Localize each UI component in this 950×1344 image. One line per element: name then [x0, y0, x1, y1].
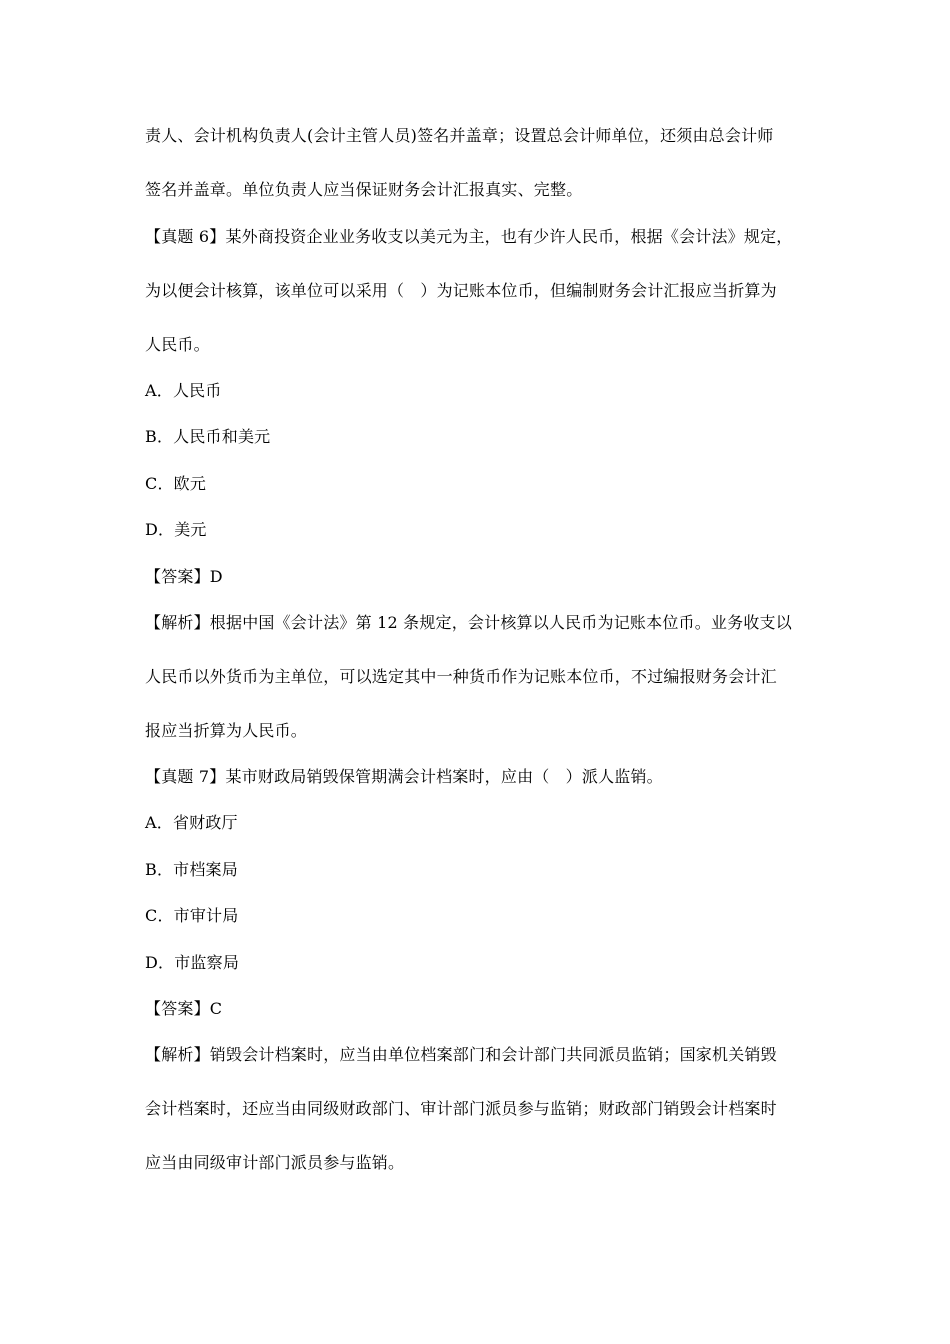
question-6-explanation-line-1: 【解析】根据中国《会计法》第 12 条规定，会计核算以人民币为记账本位币。业务收支以: [145, 613, 792, 632]
question-7-explanation-line-1: 【解析】销毁会计档案时，应当由单位档案部门和会计部门共同派员监销；国家机关销毁: [145, 1045, 777, 1064]
question-6-option-c: C．欧元: [145, 474, 207, 493]
question-7-option-b: B．市档案局: [145, 860, 238, 879]
question-6-option-b: B．人民币和美元: [145, 427, 271, 446]
question-6-answer: 【答案】D: [145, 567, 223, 586]
question-6-line-1: 【真题 6】某外商投资企业业务收支以美元为主，也有少许人民币，根据《会计法》规定，: [145, 227, 793, 246]
question-6-option-a: A．人民币: [145, 381, 222, 400]
question-7-option-d: D．市监察局: [145, 953, 240, 972]
question-6-line-3: 人民币。: [145, 335, 210, 354]
question-7-option-a: A．省财政厅: [145, 813, 238, 832]
question-7-line-1: 【真题 7】某市财政局销毁保管期满会计档案时，应由（ ）派人监销。: [145, 767, 663, 786]
question-7-answer: 【答案】C: [145, 999, 223, 1018]
question-6-line-2: 为以便会计核算，该单位可以采用（ ）为记账本位币，但编制财务会计汇报应当折算为: [145, 281, 777, 300]
question-7-explanation-line-2: 会计档案时，还应当由同级财政部门、审计部门派员参与监销；财政部门销毁会计档案时: [145, 1099, 777, 1118]
question-7-option-c: C．市审计局: [145, 906, 239, 925]
question-6-explanation-line-2: 人民币以外货币为主单位，可以选定其中一种货币作为记账本位币，不过编报财务会计汇: [145, 667, 777, 686]
paragraph-line-2: 签名并盖章。单位负责人应当保证财务会计汇报真实、完整。: [145, 180, 583, 199]
question-6-explanation-line-3: 报应当折算为人民币。: [145, 721, 308, 740]
question-6-option-d: D．美元: [145, 520, 207, 539]
paragraph-line-1: 责人、会计机构负责人(会计主管人员)签名并盖章；设置总会计师单位，还须由总会计师: [145, 126, 774, 145]
question-7-explanation-line-3: 应当由同级审计部门派员参与监销。: [145, 1153, 405, 1172]
